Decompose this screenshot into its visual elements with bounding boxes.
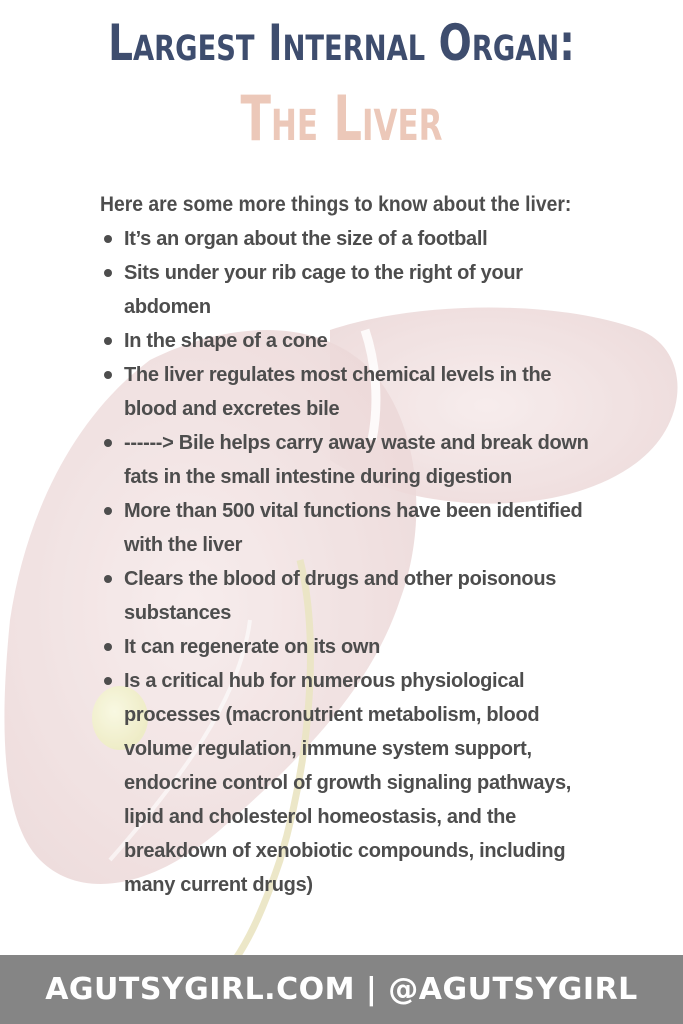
list-item-text: It can regenerate on its own [124,636,381,658]
list-item-text: Clears the blood of drugs and other poisonous substances [124,568,557,624]
list-item [100,256,594,324]
bullet-icon [104,269,112,277]
list-item [100,358,594,426]
list-item [100,426,594,494]
list-item [100,562,594,630]
footer-website-handle[interactable]: AGUTSYGIRL.COM | @AGUTSYGIRL [45,972,638,1007]
list-item-text: ------> Bile helps carry away waste and break down fats in the small intestine during digestion [124,432,589,488]
list-item-text: In the shape of a cone [124,330,328,352]
bullet-icon [104,235,112,243]
list-item [100,222,594,256]
page-subtitle: The Liver [240,82,443,155]
list-item [100,664,594,902]
list-item [100,494,594,562]
list-item-text: Is a critical hub for numerous physiological processes (macronutrient metabolism, blood volume regulation, immune system support, endocrine control of growth signaling pathways, lipid and cholesterol homeostasis, and the breakdown of xenobiotic compounds, including many current drugs) [124,670,572,896]
list-item-text: More than 500 vital functions have been identified with the liver [124,500,583,556]
intro-text: Here are some more things to know about the liver: [100,193,572,216]
list-item-text: Sits under your rib cage to the right of your abdomen [124,262,523,318]
page-title: Largest Internal Organ: [108,14,575,72]
bullet-icon [104,371,112,379]
list-item-text: It’s an organ about the size of a football [124,228,488,250]
facts-section [100,188,660,902]
list-item [100,324,594,358]
bullet-icon [104,439,112,447]
facts-list [100,222,660,902]
bullet-icon [104,575,112,583]
bullet-icon [104,507,112,515]
bullet-icon [104,337,112,345]
bullet-icon [104,643,112,651]
footer-banner [0,955,683,1024]
bullet-icon [104,677,112,685]
list-item [100,630,594,664]
list-item-text: The liver regulates most chemical levels in the blood and excretes bile [124,364,552,420]
